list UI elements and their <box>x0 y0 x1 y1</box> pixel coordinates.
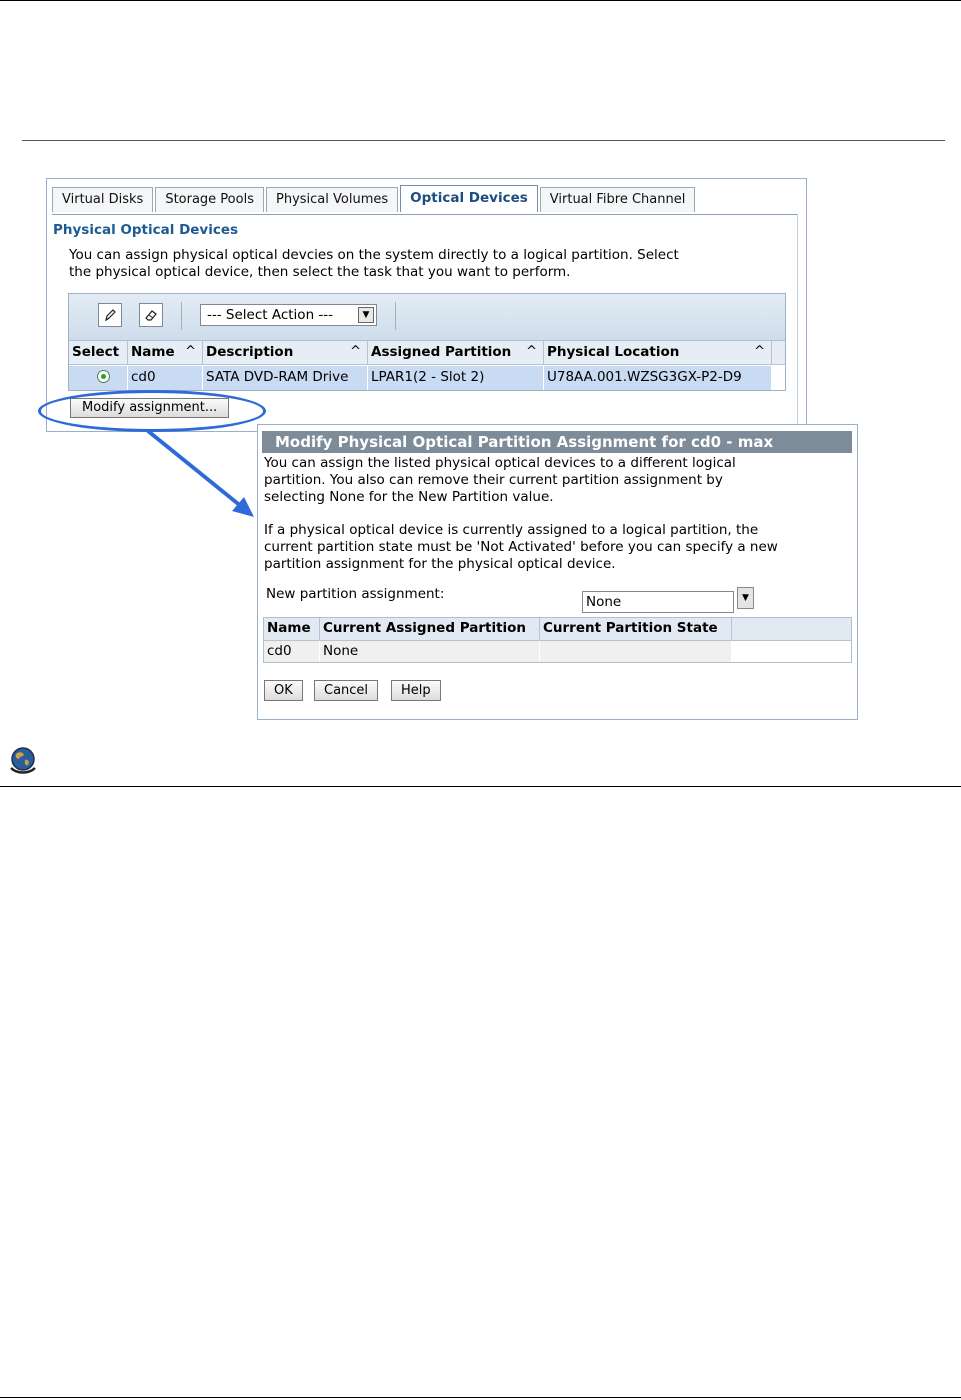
new-partition-select[interactable]: None <box>582 591 734 613</box>
clear-button[interactable] <box>139 303 163 327</box>
intro-text <box>69 247 769 281</box>
footer-rule <box>0 786 961 787</box>
dialog-paragraph-1 <box>264 455 854 506</box>
table-row <box>264 641 851 662</box>
col-assigned-partition[interactable]: Assigned Partition ^ <box>368 341 544 364</box>
dialog-line: You can assign the listed physical optical devices to a different logical <box>264 455 736 471</box>
tab-bar <box>52 187 697 213</box>
col-select[interactable]: Select <box>69 341 128 364</box>
bottom-rule <box>0 1397 961 1398</box>
sort-icon: ^ <box>754 344 765 359</box>
dialog-line: selecting None for the New Partition value. <box>264 489 554 505</box>
table-row[interactable] <box>69 366 785 390</box>
cell-description: SATA DVD-RAM Drive <box>203 366 368 390</box>
edit-button[interactable] <box>98 303 122 327</box>
tab-optical-devices[interactable]: Optical Devices <box>400 185 538 212</box>
row-select-cell <box>69 366 128 390</box>
cancel-button[interactable]: Cancel <box>314 680 378 701</box>
dialog-line: partition assignment for the physical optical device. <box>264 556 616 572</box>
sort-icon: ^ <box>526 344 537 359</box>
callout-arrow <box>140 425 260 525</box>
col-name: Name <box>264 618 320 640</box>
devices-table <box>68 293 786 391</box>
sort-icon: ^ <box>185 344 196 359</box>
cell-current-assigned-partition: None <box>320 641 540 662</box>
toolbar-separator <box>395 302 396 330</box>
intro-line: the physical optical device, then select the task that you want to perform. <box>69 264 571 280</box>
eraser-icon <box>144 308 158 322</box>
dialog-line: If a physical optical device is currently assigned to a logical partition, the <box>264 522 759 538</box>
col-name[interactable]: Name ^ <box>128 341 203 364</box>
col-description[interactable]: Description ^ <box>203 341 368 364</box>
ok-button[interactable]: OK <box>264 680 303 701</box>
tab-virtual-fibre-channel[interactable]: Virtual Fibre Channel <box>540 187 696 212</box>
table-header <box>69 341 785 365</box>
dialog-table-header <box>264 618 851 641</box>
header-rule <box>22 140 945 141</box>
panel-edge <box>797 214 798 424</box>
select-action-dropdown[interactable] <box>200 304 377 326</box>
dialog-paragraph-2 <box>264 522 854 573</box>
col-current-assigned-partition: Current Assigned Partition <box>320 618 540 640</box>
cell-name: cd0 <box>264 641 320 662</box>
cell-assigned-partition: LPAR1(2 - Slot 2) <box>368 366 544 390</box>
pencil-icon <box>103 308 117 322</box>
dialog-table <box>263 617 852 663</box>
tab-divider <box>52 214 798 215</box>
new-partition-label: New partition assignment: <box>266 586 445 602</box>
globe-icon <box>7 744 39 776</box>
tab-physical-volumes[interactable]: Physical Volumes <box>266 187 398 212</box>
row-radio[interactable] <box>97 370 110 383</box>
intro-line: You can assign physical optical devcies on the system directly to a logical partition. Select <box>69 247 679 263</box>
dialog-line: partition. You also can remove their current partition assignment by <box>264 472 723 488</box>
help-button[interactable]: Help <box>391 680 441 701</box>
col-current-partition-state: Current Partition State <box>540 618 732 640</box>
dialog-line: current partition state must be 'Not Activated' before you can specify a new <box>264 539 778 555</box>
toolbar-separator <box>181 302 182 330</box>
table-toolbar <box>69 294 785 341</box>
cell-name: cd0 <box>128 366 203 390</box>
section-title: Physical Optical Devices <box>53 222 239 238</box>
modify-assignment-dialog <box>257 424 858 720</box>
top-rule <box>0 0 961 1</box>
tab-storage-pools[interactable]: Storage Pools <box>155 187 264 212</box>
chevron-down-icon: ▼ <box>358 307 374 323</box>
dialog-title: Modify Physical Optical Partition Assignment for cd0 - max <box>262 431 852 453</box>
col-physical-location[interactable]: Physical Location ^ <box>544 341 772 364</box>
cell-physical-location: U78AA.001.WZSG3GX-P2-D9 <box>544 366 772 390</box>
cell-current-partition-state <box>540 641 732 662</box>
tab-virtual-disks[interactable]: Virtual Disks <box>52 187 153 212</box>
modify-assignment-button[interactable]: Modify assignment... <box>70 398 229 418</box>
sort-icon: ^ <box>350 344 361 359</box>
dropdown-arrow-icon[interactable]: ▼ <box>737 587 754 609</box>
select-action-value: --- Select Action --- <box>207 307 334 323</box>
